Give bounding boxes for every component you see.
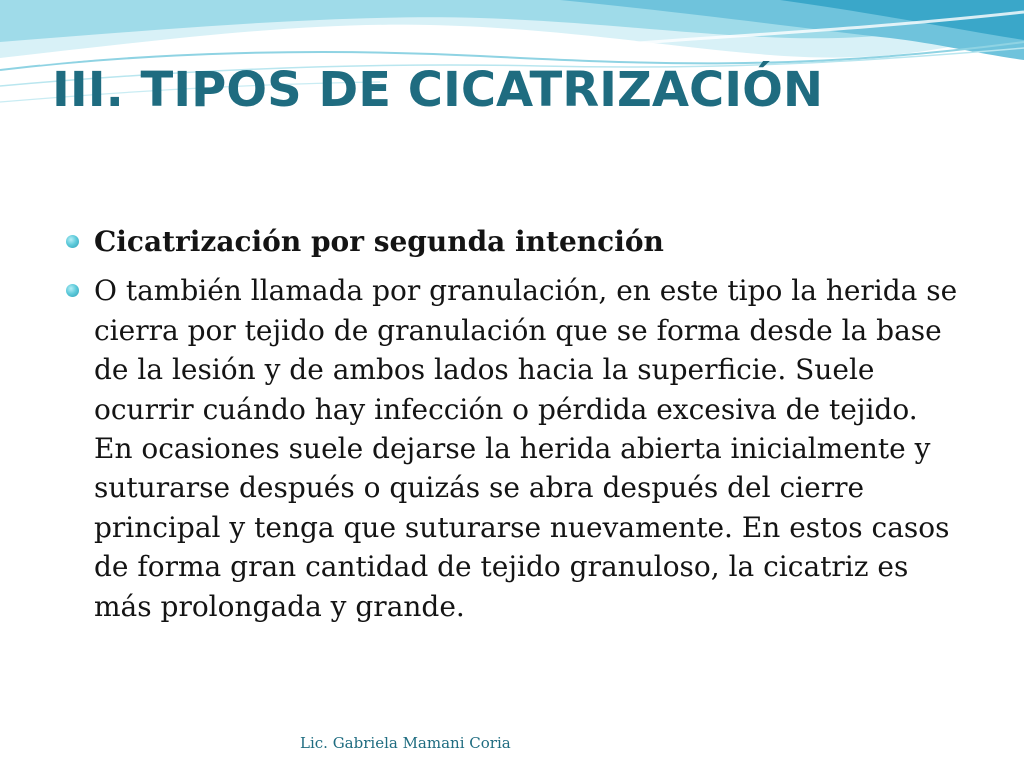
bullet-icon [66,235,79,248]
bullet-icon [66,284,79,297]
slide-title: III. TIPOS DE CICATRIZACIÓN [52,62,824,118]
bullet-list [64,222,964,626]
bullet-text: O también llamada por granulación, en este tipo la herida se cierra por tejido de granulación que se forma desde la base de la lesión y de ambos lados hacia la superficie. Suele ocurrir cuándo hay infección o pérdida excesiva de tejido. En ocasiones suele dejarse la herida abierta inicialmente y suturarse después o quizás se abra después del cierre principal y tenga que suturarse nuevamente. En estos casos de forma gran cantidad de tejido granuloso, la cicatriz es más prolongada y grande. [94,274,958,623]
bullet-item-body [64,271,964,626]
bullet-text: Cicatrización por segunda intención [94,225,664,258]
bullet-item-heading [64,222,964,261]
slide-footer-author: Lic. Gabriela Mamani Coria [300,734,511,752]
